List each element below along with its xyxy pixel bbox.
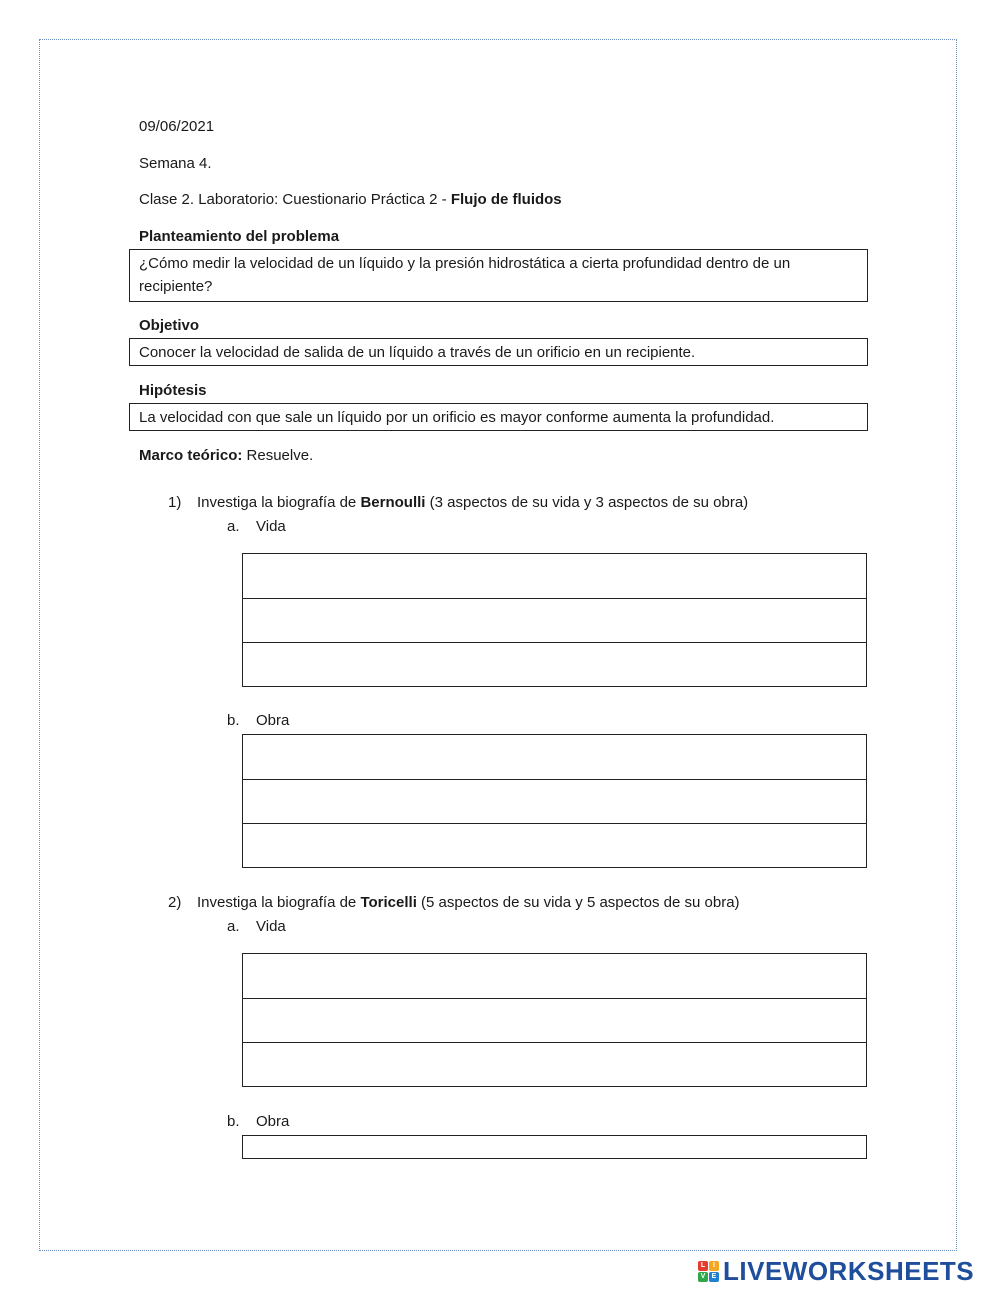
answer-input[interactable]	[243, 1139, 866, 1156]
liveworksheets-logo[interactable]	[698, 1256, 974, 1286]
answer-input[interactable]	[243, 749, 866, 766]
class-title	[139, 191, 562, 209]
answer-input[interactable]	[243, 793, 866, 810]
logo-letter-i: I	[709, 1261, 719, 1271]
hypothesis-heading: Hipótesis	[139, 382, 207, 399]
question-1-name: Bernoulli	[360, 494, 426, 511]
answer-cell[interactable]	[243, 824, 867, 868]
answer-input[interactable]	[243, 968, 866, 985]
question-1-part-a-label: Vida	[256, 518, 286, 535]
answer-cell[interactable]	[243, 643, 867, 687]
framework-line	[139, 447, 313, 465]
answer-input[interactable]	[243, 837, 866, 854]
liveworksheets-icon	[698, 1261, 719, 1282]
answer-input[interactable]	[243, 1012, 866, 1029]
question-2-part-a-label: Vida	[256, 918, 286, 935]
answer-input[interactable]	[243, 612, 866, 629]
answer-cell[interactable]	[243, 1043, 867, 1087]
answer-cell[interactable]	[243, 735, 867, 780]
answer-cell[interactable]	[243, 780, 867, 824]
question-2-number: 2)	[168, 894, 182, 911]
problem-box	[129, 249, 868, 302]
class-topic: Flujo de fluidos	[450, 191, 562, 208]
hypothesis-box	[129, 403, 868, 431]
answer-input[interactable]	[243, 568, 866, 585]
question-1-text	[197, 494, 748, 512]
framework-heading: Marco teórico:	[139, 447, 243, 464]
answer-cell[interactable]	[243, 554, 867, 599]
question-2-obra-table	[242, 1135, 867, 1159]
logo-letter-l: L	[698, 1261, 708, 1271]
question-2-part-b-letter: b.	[227, 1113, 240, 1130]
problem-text-line2: recipiente?	[139, 278, 213, 295]
answer-cell[interactable]	[243, 954, 867, 999]
question-1-part-b-label: Obra	[256, 712, 290, 729]
framework-instruction: Resuelve.	[242, 447, 314, 464]
objective-heading: Objetivo	[139, 317, 200, 334]
question-2-suffix: (5 aspectos de su vida y 5 aspectos de su obra)	[416, 894, 740, 911]
logo-letter-e: E	[709, 1272, 719, 1282]
week-label: Semana 4.	[139, 155, 212, 172]
problem-text-line1: ¿Cómo medir la velocidad de un líquido y la presión hidrostática a cierta profundidad dentro de un	[139, 255, 791, 272]
problem-heading: Planteamiento del problema	[139, 228, 340, 245]
answer-cell[interactable]	[243, 999, 867, 1043]
objective-box	[129, 338, 868, 366]
answer-cell[interactable]	[243, 599, 867, 643]
question-2-prefix: Investiga la biografía de	[197, 894, 361, 911]
question-2-vida-table	[242, 953, 867, 1087]
hypothesis-text: La velocidad con que sale un líquido por un orificio es mayor conforme aumenta la profundidad.	[139, 409, 775, 426]
logo-text: LIVEWORKSHEETS	[723, 1255, 975, 1286]
question-1-part-b-letter: b.	[227, 712, 240, 729]
question-1-vida-table	[242, 553, 867, 687]
answer-input[interactable]	[243, 656, 866, 673]
question-1-obra-table	[242, 734, 867, 868]
objective-text: Conocer la velocidad de salida de un líquido a través de un orificio en un recipiente.	[139, 344, 696, 361]
logo-letter-v: V	[698, 1272, 708, 1282]
date: 09/06/2021	[139, 118, 215, 135]
question-1-prefix: Investiga la biografía de	[197, 494, 361, 511]
answer-input[interactable]	[243, 1056, 866, 1073]
question-2-name: Toricelli	[360, 894, 417, 911]
question-2-part-a-letter: a.	[227, 918, 240, 935]
question-2-text	[197, 894, 740, 912]
question-1-number: 1)	[168, 494, 182, 511]
answer-cell[interactable]	[243, 1136, 867, 1159]
question-1-part-a-letter: a.	[227, 518, 240, 535]
class-title-prefix: Clase 2. Laboratorio: Cuestionario Práctica 2 -	[139, 191, 451, 208]
question-1-suffix: (3 aspectos de su vida y 3 aspectos de su obra)	[425, 494, 749, 511]
question-2-part-b-label: Obra	[256, 1113, 290, 1130]
